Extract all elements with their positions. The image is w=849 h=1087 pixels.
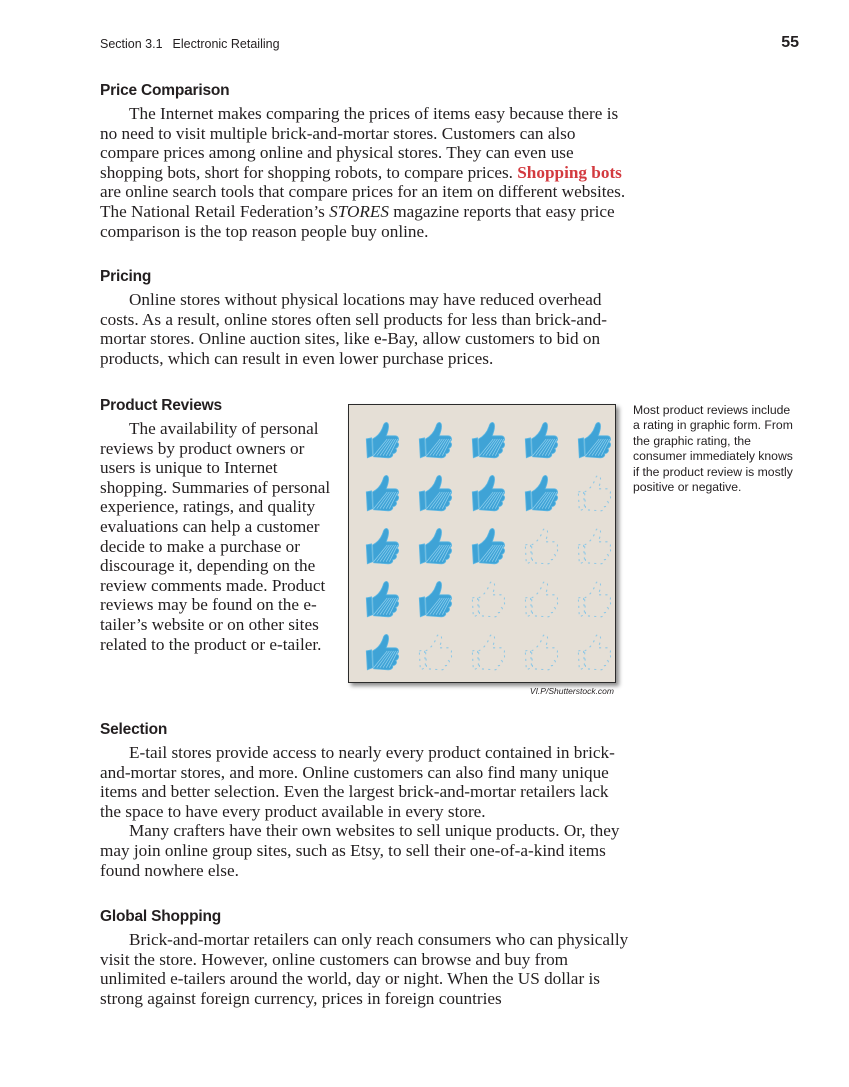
thumbs-up-filled-icon: [567, 413, 620, 466]
thumbs-up-filled-icon: [355, 519, 408, 572]
paragraph: Online stores without physical locations may have reduced overhead costs. As a result, online stores often sell products for less than brick-and-mortar stores. Online auction sites, like e-Bay, allow customers to bid on products, which can result in even lower purchase prices.: [100, 290, 607, 368]
key-term-shopping-bots: Shopping bots: [517, 162, 622, 182]
paragraph: Many crafters have their own websites to sell unique products. Or, they may join online group sites, such as Etsy, to sell their one-of-a-kind items found nowhere else.: [100, 821, 620, 880]
body-price-comparison: [100, 104, 630, 241]
thumbs-up-filled-icon: [355, 413, 408, 466]
thumbs-up-outline-icon: [567, 519, 620, 572]
thumbs-up-filled-icon: [355, 625, 408, 678]
body-selection: [100, 743, 630, 880]
paragraph: E-tail stores provide access to nearly every product contained in brick-and-mortar stores, and more. Online customers can also find many unique items and better selection. Even the largest brick-and-mortar retailers lack the space to have every product available in every store.: [100, 743, 615, 821]
figure-caption: Most product reviews include a rating in graphic form. From the graphic rating, the consumer immediately knows if the product review is mostly positive or negative.: [633, 403, 793, 495]
body-global-shopping: [100, 930, 630, 1008]
heading-global-shopping: Global Shopping: [100, 908, 221, 925]
thumbs-up-outline-icon: [514, 572, 567, 625]
thumbs-up-outline-icon: [567, 625, 620, 678]
thumbs-up-outline-icon: [567, 572, 620, 625]
paragraph: [100, 104, 630, 241]
text-run: are online search tools that compare prices for an item on different websites. The National Retail Federation’s: [100, 182, 626, 221]
thumbs-up-filled-icon: [408, 413, 461, 466]
thumbs-up-filled-icon: [514, 466, 567, 519]
body-product-reviews: [100, 419, 332, 654]
heading-pricing: Pricing: [100, 268, 152, 285]
thumbs-up-filled-icon: [355, 466, 408, 519]
thumbs-up-filled-icon: [408, 466, 461, 519]
heading-product-reviews: Product Reviews: [100, 397, 222, 414]
paragraph: Brick-and-mortar retailers can only reach consumers who can physically visit the store. However, online customers can browse and buy from unlimited e-tailers around the world, day or night. When the US dollar is strong against foreign currency, prices in foreign countries: [100, 930, 629, 1008]
thumbs-up-filled-icon: [514, 413, 567, 466]
thumbs-rating-grid: [355, 413, 620, 678]
magazine-title: STORES: [329, 201, 389, 221]
heading-selection: Selection: [100, 721, 168, 738]
section-title: Electronic Retailing: [172, 37, 280, 51]
thumbs-up-outline-icon: [567, 466, 620, 519]
thumbs-up-filled-icon: [461, 466, 514, 519]
thumbs-up-filled-icon: [461, 413, 514, 466]
thumbs-up-outline-icon: [461, 625, 514, 678]
heading-price-comparison: Price Comparison: [100, 82, 230, 99]
thumbs-up-outline-icon: [408, 625, 461, 678]
thumbs-up-outline-icon: [514, 519, 567, 572]
paragraph: The availability of personal reviews by product owners or users is unique to Internet shopping. Summaries of personal experience, ratings, and quality evaluations can help a customer decide to make a purchase or discourage it, depending on the review comments made. Product reviews may be found on the e-tailer’s website or on other sites related to the product or e-tailer.: [100, 419, 331, 654]
page-number: 55: [781, 34, 799, 51]
body-pricing: [100, 290, 630, 368]
thumbs-up-filled-icon: [408, 572, 461, 625]
text-run: magazine reports that easy price comparison is the top reason people buy online.: [100, 201, 615, 241]
thumbs-up-outline-icon: [514, 625, 567, 678]
text-run: The Internet makes comparing the prices of items easy because there is no need to visit multiple brick-and-mortar stores. Customers can also compare prices among online and physical stores. They can even use shopping bots, short for shopping robots, to compare prices.: [100, 104, 619, 182]
thumbs-up-filled-icon: [408, 519, 461, 572]
section-number: Section 3.1: [100, 37, 163, 51]
photo-credit: VI.P/Shutterstock.com: [529, 686, 614, 696]
thumbs-up-filled-icon: [355, 572, 408, 625]
review-rating-figure: [348, 404, 616, 683]
thumbs-up-outline-icon: [461, 572, 514, 625]
section-label: [100, 37, 280, 51]
thumbs-up-filled-icon: [461, 519, 514, 572]
